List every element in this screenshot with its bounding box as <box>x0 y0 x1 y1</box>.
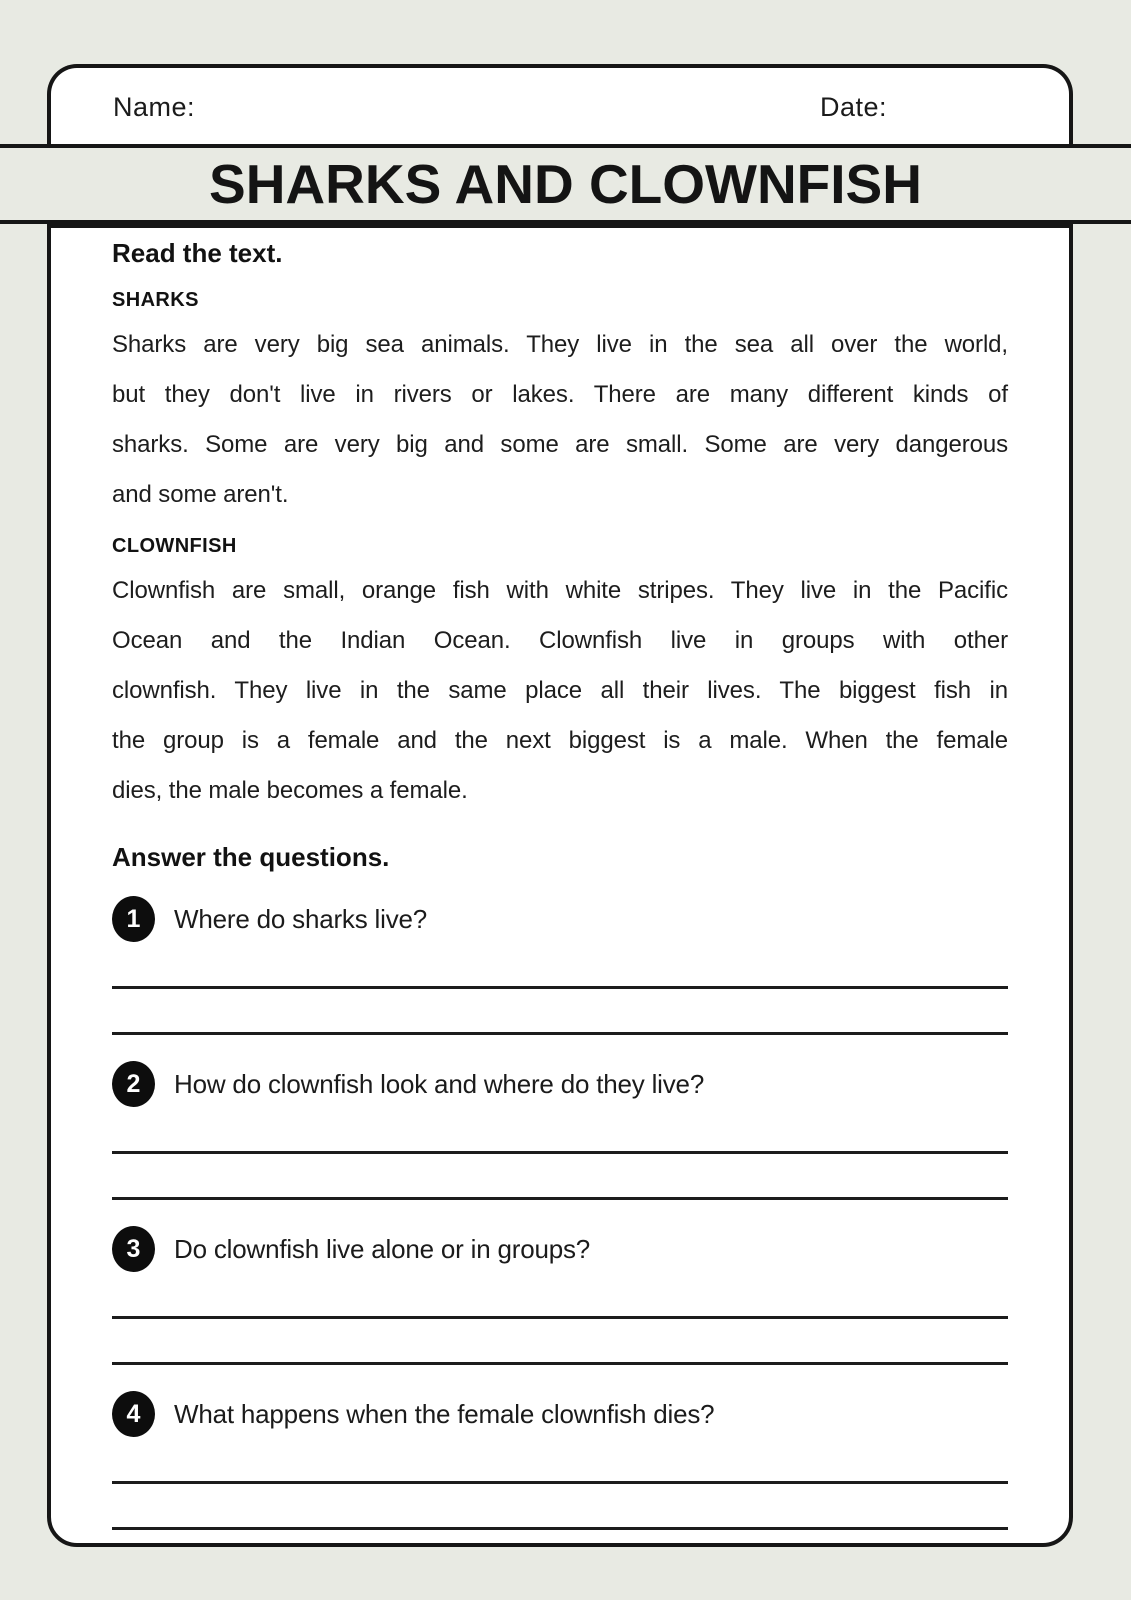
passage-heading-clownfish: CLOWNFISH <box>112 535 237 557</box>
question-row-1 <box>112 896 1008 942</box>
page-title: SHARKS AND CLOWNFISH <box>209 153 922 215</box>
question-number: 4 <box>126 1399 141 1428</box>
question-number-badge <box>112 1391 155 1437</box>
question-row-3 <box>112 1226 1008 1272</box>
answer-line-q3-2[interactable] <box>112 1362 1008 1365</box>
question-number: 1 <box>126 904 141 933</box>
question-text: Where do sharks live? <box>174 903 428 934</box>
question-row-2 <box>112 1061 1008 1107</box>
passage-line: clownfish. They live in the same place all their lives. The biggest fish in <box>112 677 1008 704</box>
question-number: 3 <box>126 1234 141 1263</box>
question-text: How do clownfish look and where do they live? <box>174 1068 705 1099</box>
answer-line-q1-1[interactable] <box>112 986 1008 989</box>
answer-instruction: Answer the questions. <box>112 842 390 872</box>
passage-line: but they don't live in rivers or lakes. There are many different kinds of <box>112 381 1008 408</box>
answer-line-q2-1[interactable] <box>112 1151 1008 1154</box>
passage-line: dies, the male becomes a female. <box>112 777 468 804</box>
question-number-badge <box>112 896 155 942</box>
question-number-badge <box>112 1061 155 1107</box>
date-fill-area[interactable] <box>901 80 1061 140</box>
passage-clownfish <box>112 566 1008 816</box>
passage-line: Ocean and the Indian Ocean. Clownfish live in groups with other <box>112 627 1008 654</box>
passage-sharks <box>112 320 1008 520</box>
passage-line: and some aren't. <box>112 481 289 508</box>
answer-line-q3-1[interactable] <box>112 1316 1008 1319</box>
passage-line: Sharks are very big sea animals. They live in the sea all over the world, <box>112 331 1008 358</box>
answer-line-q1-2[interactable] <box>112 1032 1008 1035</box>
passage-line: sharks. Some are very big and some are small. Some are very dangerous <box>112 431 1008 458</box>
question-number-badge <box>112 1226 155 1272</box>
question-row-4 <box>112 1391 1008 1437</box>
question-number: 2 <box>126 1069 141 1098</box>
date-label: Date: <box>820 92 888 122</box>
answer-line-q2-2[interactable] <box>112 1197 1008 1200</box>
passage-line: Clownfish are small, orange fish with white stripes. They live in the Pacific <box>112 577 1008 604</box>
title-band <box>0 144 1131 224</box>
name-label: Name: <box>113 92 196 122</box>
passage-line: the group is a female and the next biggest is a male. When the female <box>112 727 1008 754</box>
read-instruction: Read the text. <box>112 238 283 268</box>
passage-heading-sharks: SHARKS <box>112 289 199 311</box>
question-text: Do clownfish live alone or in groups? <box>174 1233 591 1264</box>
worksheet-body <box>47 224 1073 1547</box>
answer-line-q4-2[interactable] <box>112 1527 1008 1530</box>
question-text: What happens when the female clownfish dies? <box>174 1398 715 1429</box>
answer-line-q4-1[interactable] <box>112 1481 1008 1484</box>
name-fill-area[interactable] <box>211 80 751 140</box>
